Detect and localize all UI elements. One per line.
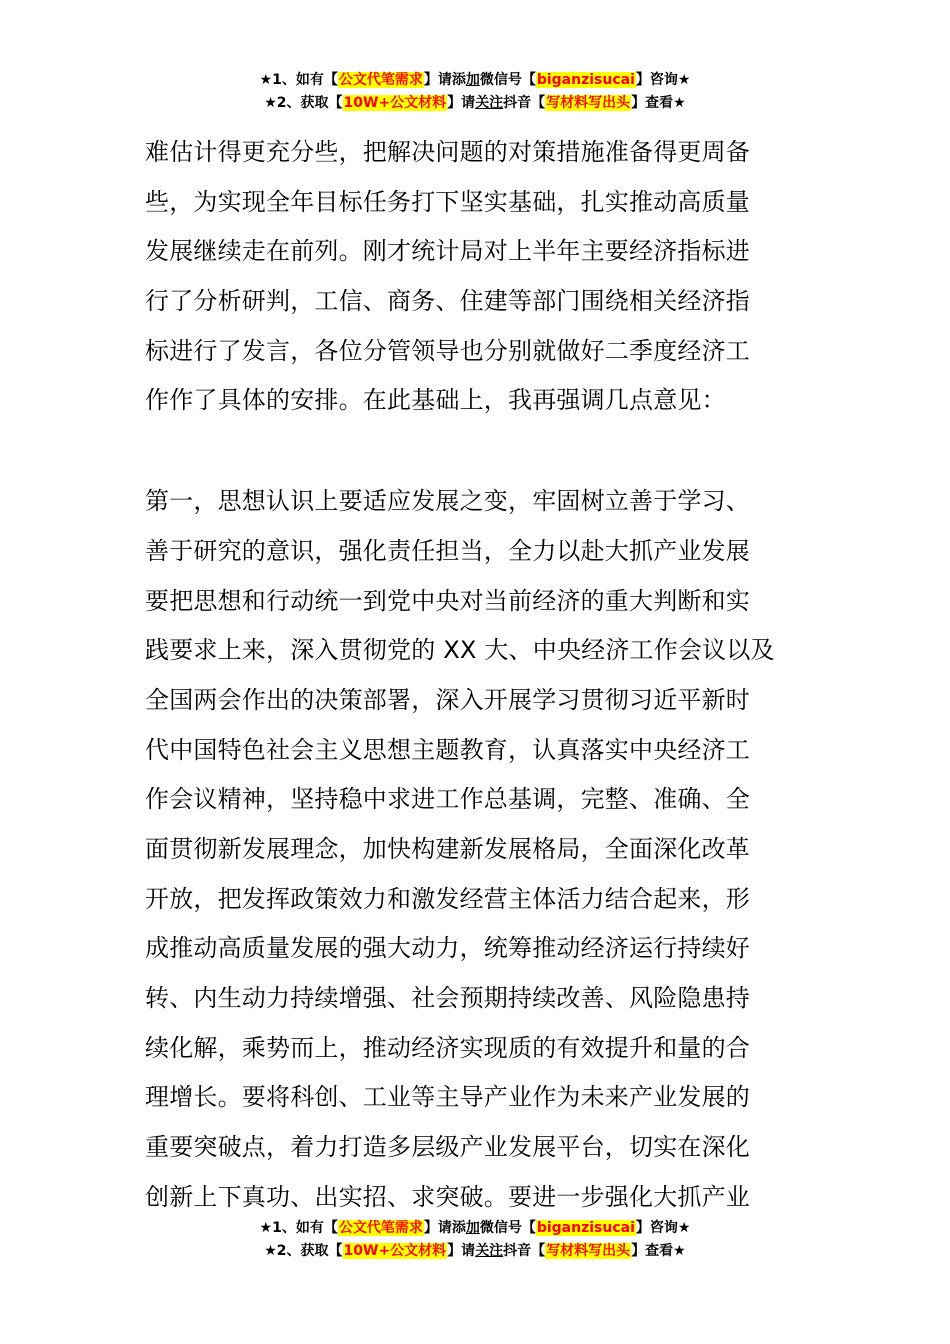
paragraph-line: 开放，把发挥政策效力和激发经营主体活力结合起来，形 <box>145 884 750 913</box>
paragraph-line: 理增长。要将科创、工业等主导产业作为未来产业发展的 <box>145 1083 750 1112</box>
header-line-2 <box>0 92 950 115</box>
header-line-2-emphasis: 关注 <box>475 95 504 111</box>
footer-line-2-emphasis: 关注 <box>475 1243 504 1259</box>
header-banner <box>0 69 950 115</box>
header-line-2-text: 】请 <box>447 95 476 111</box>
paragraph-line: 续化解，乘势而上，推动经济实现质的有效提升和量的合 <box>145 1033 750 1062</box>
paragraph-line: 作会议精神，坚持稳中求进工作总基调，完整、准确、全 <box>145 785 750 814</box>
header-line-1-emphasis: 加 <box>465 72 480 88</box>
footer-line-2 <box>0 1240 950 1263</box>
header-line-2-prefix: ★2、获取【 <box>264 95 343 111</box>
paragraph-line: 作作了具体的安排。在此基础上，我再强调几点意见： <box>145 386 726 415</box>
header-highlight-service: 公文代笔需求 <box>338 72 423 88</box>
paragraph-line: 发展继续走在前列。刚才统计局对上半年主要经济指标进 <box>145 237 750 266</box>
paragraph-2 <box>145 477 810 1222</box>
header-line-1-prefix: ★1、如有【 <box>259 72 338 88</box>
header-line-1-suffix: 】咨询★ <box>635 72 691 88</box>
paragraph-line: 成推动高质量发展的强大动力，统筹推动经济运行持续好 <box>145 934 750 963</box>
paragraph-line: 些，为实现全年目标任务打下坚实基础，扎实推动高质量 <box>145 187 750 216</box>
header-line-2-suffix: 】查看★ <box>631 95 686 111</box>
paragraph-line: 善于研究的意识，强化责任担当，全力以赴大抓产业发展 <box>145 536 750 565</box>
paragraph-line: 面贯彻新发展理念，加快构建新发展格局，全面深化改革 <box>145 834 750 863</box>
footer-line-1-text-2: 微信号【 <box>479 1220 536 1236</box>
document-body <box>145 128 810 1222</box>
footer-banner <box>0 1217 950 1263</box>
paragraph-line: 代中国特色社会主义思想主题教育，认真落实中央经济工 <box>145 735 750 764</box>
header-line-2-text-2: 抖音【 <box>503 95 546 111</box>
header-highlight-douyin: 写材料写出头 <box>546 95 631 111</box>
footer-line-2-suffix: 】查看★ <box>631 1243 686 1259</box>
footer-line-1-prefix: ★1、如有【 <box>259 1220 338 1236</box>
paragraph-line: 行了分析研判，工信、商务、住建等部门围绕相关经济指 <box>145 287 750 316</box>
header-highlight-materials: 10W+公文材料 <box>343 95 447 111</box>
footer-line-1-suffix: 】咨询★ <box>635 1220 691 1236</box>
paragraph-1 <box>145 128 810 426</box>
footer-line-2-text-2: 抖音【 <box>503 1243 546 1259</box>
footer-line-1-emphasis: 加 <box>465 1220 480 1236</box>
paragraph-line: 要把思想和行动统一到党中央对当前经济的重大判断和实 <box>145 586 750 615</box>
footer-line-2-text: 】请 <box>447 1243 476 1259</box>
paragraph-line: 难估计得更充分些，把解决问题的对策措施准备得更周备 <box>145 138 750 166</box>
paragraph-gap <box>145 426 810 477</box>
paragraph-line: 全国两会作出的决策部署，深入开展学习贯彻习近平新时 <box>145 685 750 714</box>
footer-highlight-wechat-id: biganzisucai <box>536 1220 635 1236</box>
footer-line-1 <box>0 1217 950 1240</box>
footer-highlight-douyin: 写材料写出头 <box>546 1243 631 1259</box>
header-line-1-text-2: 微信号【 <box>479 72 536 88</box>
header-line-1-text: 】请添 <box>423 72 466 88</box>
footer-highlight-service: 公文代笔需求 <box>338 1220 423 1236</box>
paragraph-line: 标进行了发言，各位分管领导也分别就做好二季度经济工 <box>145 336 750 365</box>
paragraph-line: 重要突破点，着力打造多层级产业发展平台，切实在深化 <box>145 1133 750 1162</box>
paragraph-line: 践要求上来，深入贯彻党的 XX 大、中央经济工作会议以及 <box>145 636 775 665</box>
header-line-1 <box>0 69 950 92</box>
footer-line-1-text: 】请添 <box>423 1220 466 1236</box>
footer-line-2-prefix: ★2、获取【 <box>264 1243 343 1259</box>
paragraph-line: 转、内生动力持续增强、社会预期持续改善、风险隐患持 <box>145 984 750 1012</box>
paragraph-line: 创新上下真功、出实招、求突破。要进一步强化大抓产业 <box>145 1182 750 1211</box>
paragraph-line: 第一，思想认识上要适应发展之变，牢固树立善于学习、 <box>145 487 750 516</box>
header-highlight-wechat-id: biganzisucai <box>536 72 635 88</box>
footer-highlight-materials: 10W+公文材料 <box>343 1243 447 1259</box>
